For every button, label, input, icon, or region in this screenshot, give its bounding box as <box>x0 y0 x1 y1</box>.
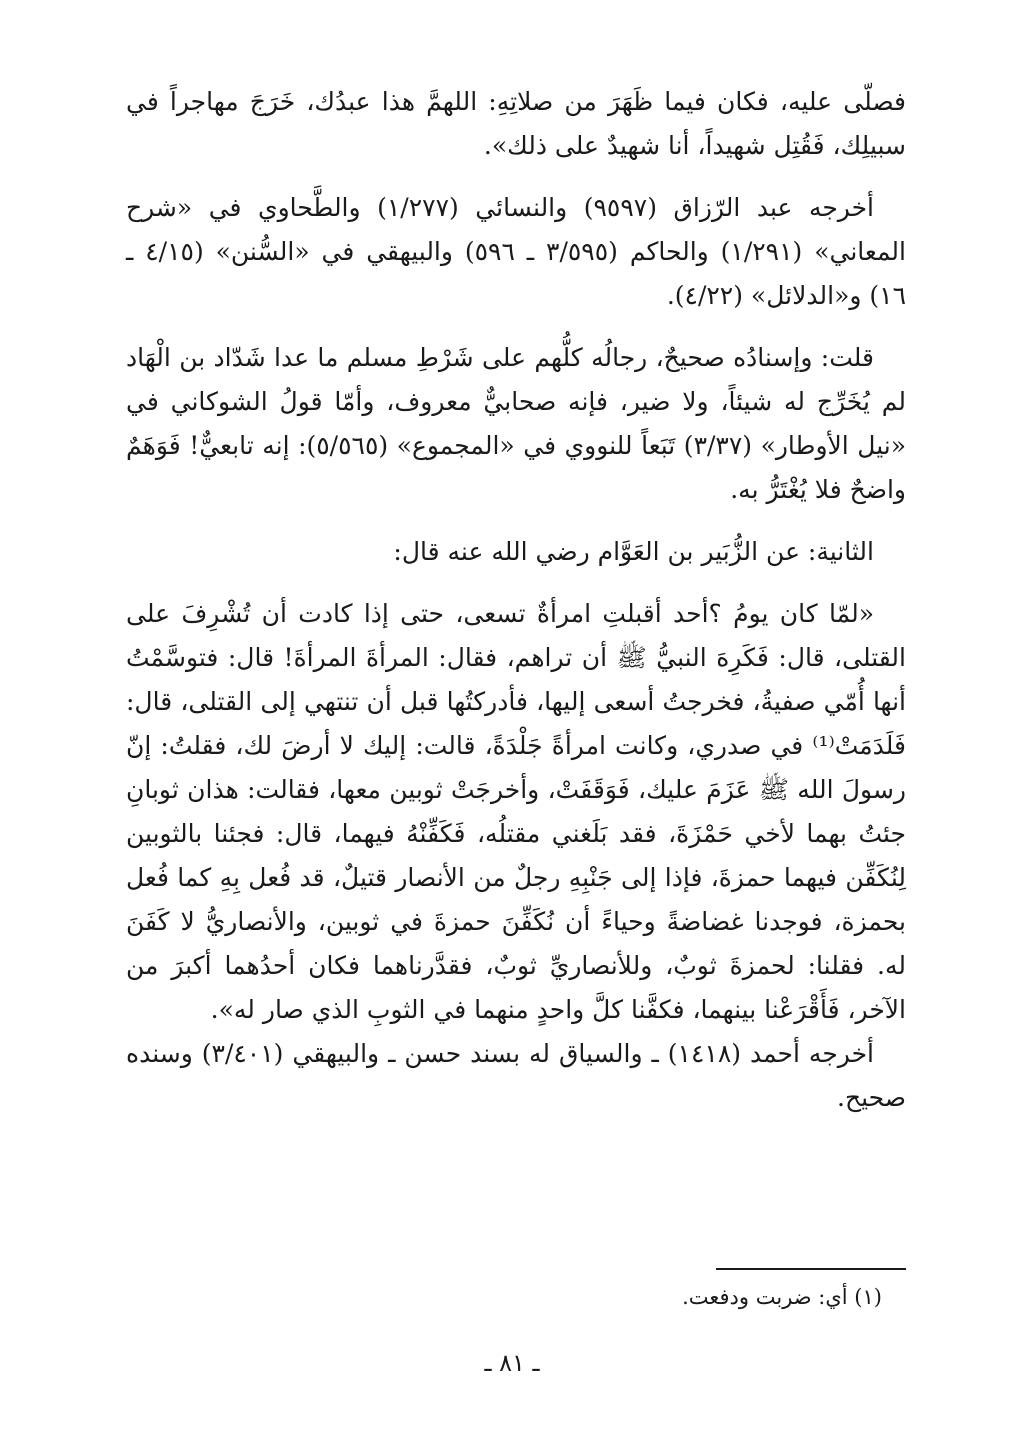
paragraph-hadith-zubayr: «لمّا كان يومُ ؟أحد أقبلتِ امرأةٌ تسعى، حتى إذا كادت أن تُشْرِفَ على القتلى، قال: فَكَرِهَ النبيُّ ﷺ أن تراهم، فقال: المرأةَ المرأةَ! قال: فتوسَّمْتُ أنها أُمّي صفيةُ، فخرجتُ أسعى إليها، فأدركتُها قبل أن تنتهي إلى القتلى، قال: فَلَدَمَتْ⁽¹⁾ في صدري، وكانت امرأةً جَلْدَةً، قالت: إليك لا أرضَ لك، فقلتُ: إنّ رسولَ الله ﷺ عَزَمَ عليك، فَوَقَفَتْ، وأخرجَتْ ثوبين معها، فقالت: هذان ثوبانِ جئتُ بهما لأخي حَمْزَةَ، فقد بَلَغني مقتلُه، فَكَفِّنْهُ فيهما، قال: فجئنا بالثوبين لِنُكَفِّن فيهما حمزةَ، فإذا إلى جَنْبِهِ رجلٌ من الأنصار قتيلٌ، قد فُعل بِهِ كما فُعل بحمزة، فوجدنا غضاضةً وحياءً أن نُكَفِّنَ حمزةَ في ثوبين، والأنصاريُّ لا كَفَنَ له. فقلنا: لحمزةَ ثوبٌ، وللأنصاريِّ ثوبٌ، فقدَّرناهما فكان أحدُهما أكبرَ من الآخر، فَأَقْرَعْنا بينهما، فكفَّنا كلَّ واحدٍ منهما في الثوبِ الذي صار له». <box>126 599 906 1024</box>
footnote-divider <box>716 1268 906 1270</box>
footnote: (١) أي: ضربت ودفعت. <box>682 1285 882 1309</box>
paragraph-takhrij-first: أخرجه عبد الرّزاق (٩٥٩٧) والنسائي (١/٢٧٧) والطَّحاوي في «شرح المعاني» (١/٢٩١) والحاكم (٣/٥٩٥ ـ ٥٩٦) والبيهقي في «السُّنن» (٤/١٥ ـ ١٦) و«الدلائل» (٤/٢٢). <box>126 193 906 310</box>
page-number: ـ ٨١ ـ <box>484 1349 540 1377</box>
paragraph-prayer-ending: فصلّى عليه، فكان فيما ظَهَرَ من صلاتِهِ: اللهمَّ هذا عبدُك، خَرَجَ مهاجراً في سبيلِك، فَقُتِل شهيداً، أنا شهيدٌ على ذلك». <box>126 87 906 160</box>
paragraph-isnad-comment: قلت: وإسنادُه صحيحٌ، رجالُه كلُّهم على شَرْطِ مسلم ما عدا شَدّاد بن الْهَاد لم يُخَرِّج له شيئاً، ولا ضير، فإنه صحابيٌّ معروف، وأمّا قولُ الشوكاني في «نيل الأوطار» (٣/٣٧) تَبَعاً للنووي في «المجموع» (٥/٥٦٥): إنه تابعيٌّ! فَوَهَمٌ واضحٌ فلا يُغْتَرُّ به. <box>126 343 906 504</box>
paragraph-second-hadith-intro: الثانية: عن الزُّبَير بن العَوَّام رضي الله عنه قال: <box>393 537 874 566</box>
paragraph-takhrij-second: أخرجه أحمد (١٤١٨) ـ والسياق له بسند حسن ـ والبيهقي (٣/٤٠١) وسنده صحيح. <box>126 1039 906 1112</box>
main-text <box>126 80 906 1120</box>
